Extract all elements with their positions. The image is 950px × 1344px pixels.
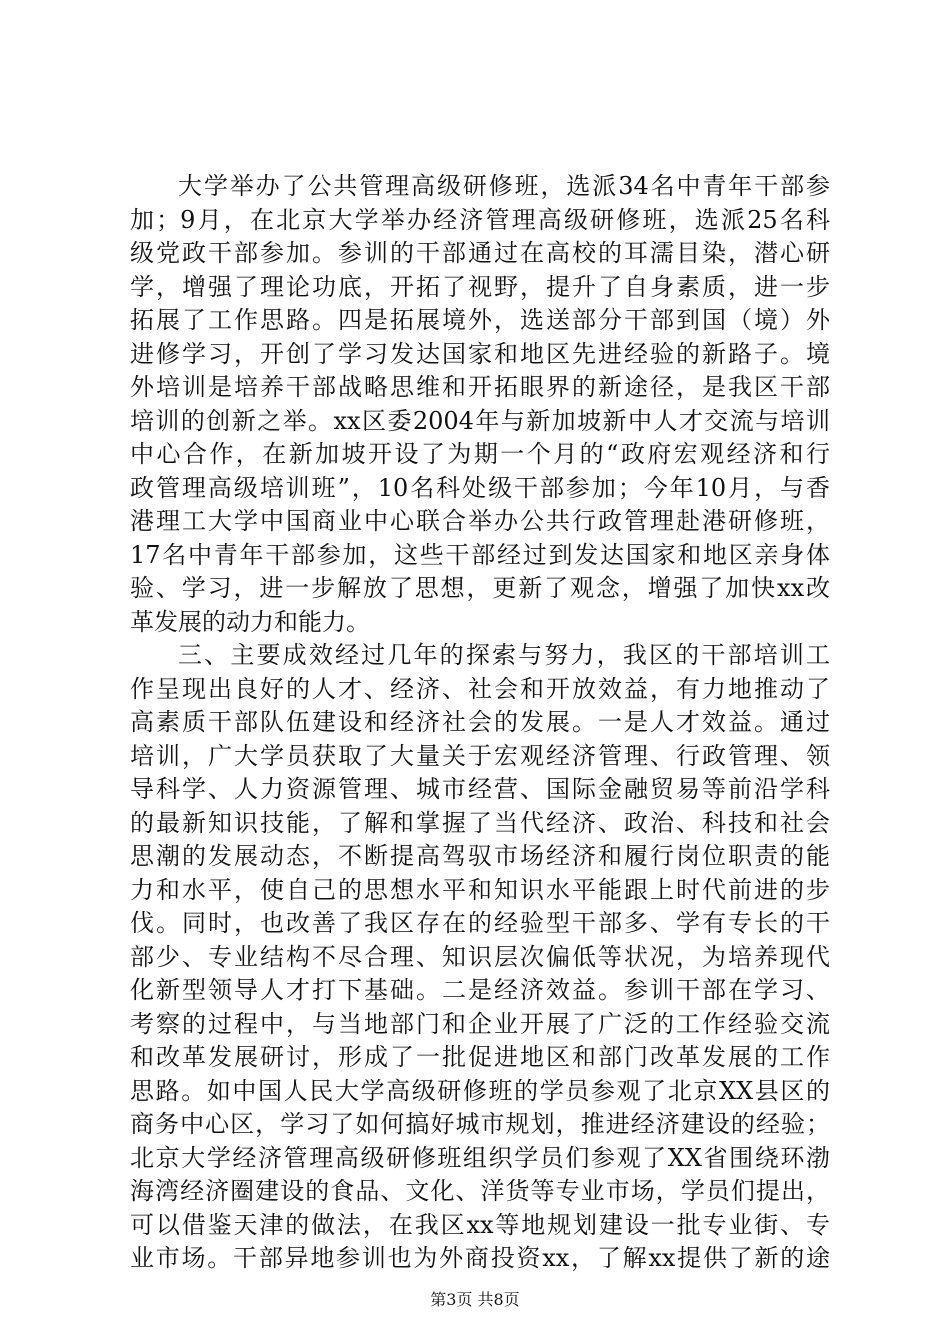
paragraph-line: 化新型领导人才打下基础。二是经济效益。参训干部在学习、: [130, 976, 830, 1004]
body-text: [130, 170, 830, 1276]
paragraph-line: 培训的创新之举。xx区委2004年与新加坡新中人才交流与培训: [130, 406, 830, 435]
paragraph-line: 高素质干部队伍建设和经济社会的发展。一是人才效益。通过: [130, 708, 830, 736]
paragraph-line: 伐。同时，也改善了我区存在的经验型干部多、学有专长的干: [130, 909, 830, 937]
paragraph-line: 北京大学经济管理高级研修班组织学员们参观了XX省围绕环渤: [130, 1143, 830, 1172]
paragraph-line: 验、学习，进一步解放了思想，更新了观念，增强了加快xx改: [130, 574, 830, 602]
paragraph-line: 加；9月，在北京大学举办经济管理高级研修班，选派25名科: [130, 205, 830, 234]
paragraph-line: 的最新知识技能，了解和掌握了当代经济、政治、科技和社会: [130, 808, 830, 837]
paragraph-line: 港理工大学中国商业中心联合举办公共行政管理赴港研修班，: [130, 507, 830, 535]
paragraph-line: 17名中青年干部参加，这些干部经过到发达国家和地区亲身体: [130, 540, 830, 569]
paragraph-line: 和改革发展研讨，形成了一批促进地区和部门改革发展的工作: [130, 1043, 830, 1071]
paragraph-line: 作呈现出良好的人才、经济、社会和开放效益，有力地推动了: [130, 674, 830, 703]
paragraph-line: 学，增强了理论功底，开拓了视野，提升了自身素质，进一步: [130, 272, 830, 301]
paragraph-line: 商务中心区，学习了如何搞好城市规划，推进经济建设的经验；: [130, 1110, 830, 1138]
paragraph-line: 级党政干部参加。参训的干部通过在高校的耳濡目染，潜心研: [130, 239, 830, 267]
paragraph-line: 大学举办了公共管理高级研修班，选派34名中青年干部参: [178, 172, 830, 200]
paragraph-line: 革发展的动力和能力。: [130, 607, 370, 636]
page-footer: 第3页 共8页: [430, 1290, 520, 1309]
paragraph-line: 业市场。干部异地参训也为外商投资xx，了解xx提供了新的途: [130, 1244, 830, 1272]
paragraph-line: 中心合作，在新加坡开设了为期一个月的“政府宏观经济和行: [130, 440, 830, 468]
paragraph-line: 海湾经济圈建设的食品、文化、洋货等专业市场，学员们提出，: [130, 1177, 830, 1205]
paragraph-line: 可以借鉴天津的做法，在我区xx等地规划建设一批专业街、专: [130, 1210, 830, 1239]
paragraph-line: 部少、专业结构不尽合理、知识层次偏低等状况，为培养现代: [130, 942, 830, 971]
paragraph-line: 思路。如中国人民大学高级研修班的学员参观了北京XX县区的: [130, 1076, 830, 1105]
paragraph-line: 考察的过程中，与当地部门和企业开展了广泛的工作经验交流: [130, 1009, 830, 1038]
paragraph-line: 三、主要成效经过几年的探索与努力，我区的干部培训工: [178, 641, 830, 669]
paragraph-line: 导科学、人力资源管理、城市经营、国际金融贸易等前沿学科: [130, 775, 830, 803]
paragraph-line: 外培训是培养干部战略思维和开拓眼界的新途径，是我区干部: [130, 373, 830, 401]
paragraph-line: 政管理高级培训班”，10名科处级干部参加；今年10月，与香: [130, 473, 830, 502]
paragraph-line: 思潮的发展动态，不断提高驾驭市场经济和履行岗位职责的能: [130, 842, 830, 870]
paragraph-line: 拓展了工作思路。四是拓展境外，选送部分干部到国（境）外: [130, 306, 830, 334]
paragraph-line: 培训，广大学员获取了大量关于宏观经济管理、行政管理、领: [130, 741, 830, 770]
paragraph-line: 力和水平，使自己的思想水平和知识水平能跟上时代前进的步: [130, 875, 830, 904]
paragraph-line: 进修学习，开创了学习发达国家和地区先进经验的新路子。境: [130, 339, 830, 368]
